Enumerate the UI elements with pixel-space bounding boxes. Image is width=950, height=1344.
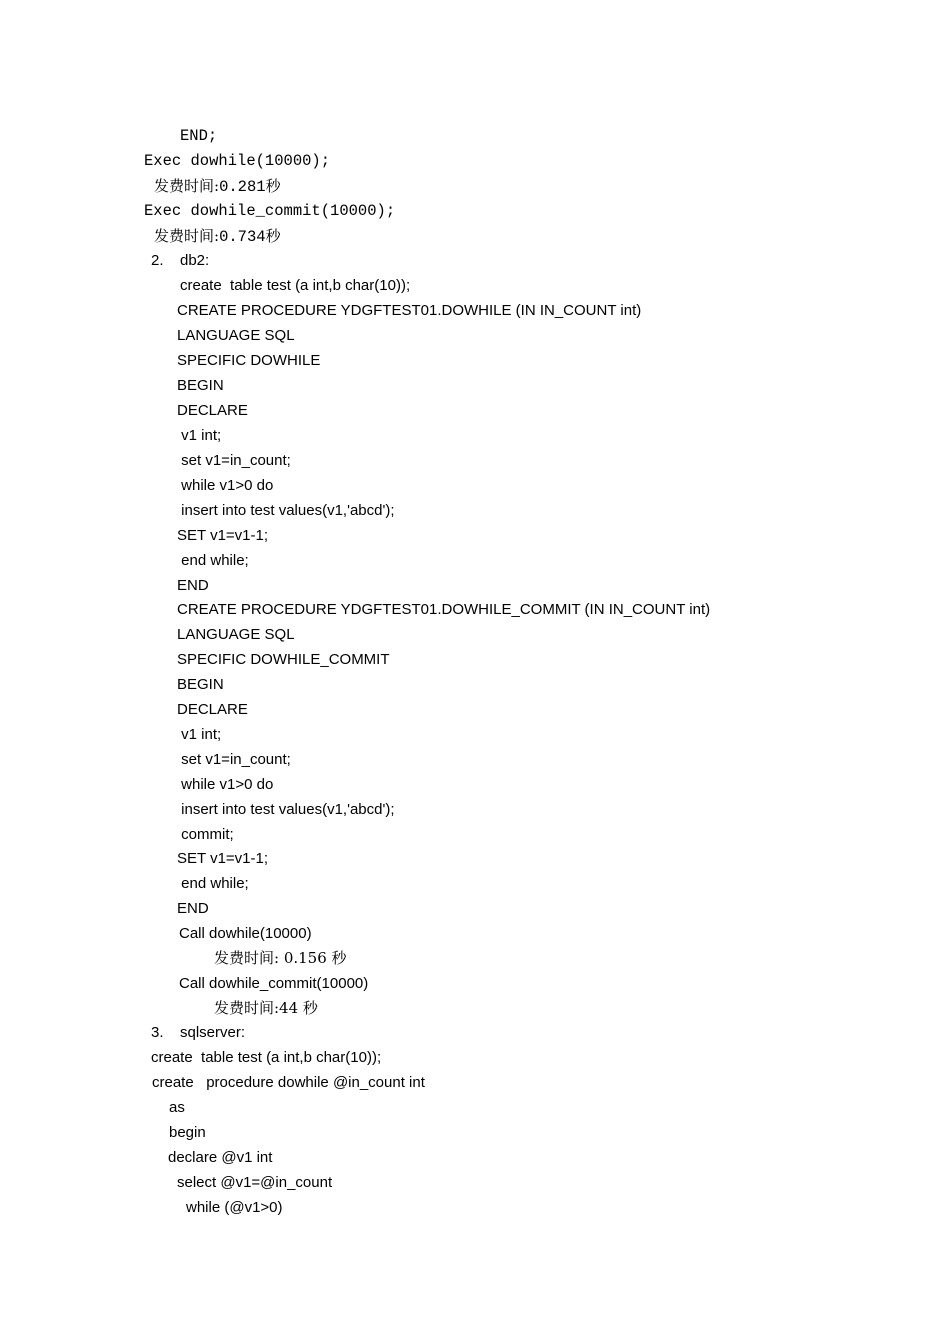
code-line: DECLARE [177, 402, 248, 419]
section-heading-db2 [151, 251, 209, 271]
heading-text: db2: [180, 252, 210, 269]
code-line: end while; [177, 552, 249, 569]
code-line: SET v1=v1-1; [177, 850, 269, 867]
code-line-call-dowhile-commit: Call dowhile_commit(10000) [179, 975, 369, 992]
code-line: SET v1=v1-1; [177, 527, 269, 544]
heading-text: sqlserver: [180, 1024, 246, 1041]
code-line: SPECIFIC DOWHILE [177, 352, 321, 369]
code-line-create-table: create table test (a int,b char(10)); [180, 277, 411, 294]
timing-line-dowhile-commit [154, 226, 281, 247]
timing-value: 0.281 [219, 178, 266, 196]
code-line: BEGIN [177, 676, 224, 693]
code-line-end: END; [180, 127, 218, 145]
code-line-exec-dowhile-commit: Exec dowhile_commit(10000); [144, 202, 396, 220]
code-line: end while; [177, 875, 249, 892]
code-line: declare @v1 int [168, 1149, 273, 1166]
timing-line-db2-dowhile-commit: 发费时间:44 秒 [214, 999, 318, 1017]
code-line: as [169, 1099, 185, 1116]
code-line: CREATE PROCEDURE YDGFTEST01.DOWHILE_COMMIT (IN IN_COUNT int) [177, 601, 711, 618]
timing-label: 发费时间: [154, 227, 220, 245]
code-line-exec-dowhile: Exec dowhile(10000); [144, 152, 331, 170]
timing-unit: 秒 [265, 227, 281, 245]
code-line: insert into test values(v1,'abcd'); [177, 801, 395, 818]
code-line: set v1=in_count; [177, 751, 291, 768]
code-line: while (@v1>0) [186, 1199, 283, 1216]
code-line: begin [169, 1124, 206, 1141]
code-line-call-dowhile: Call dowhile(10000) [179, 925, 312, 942]
list-number: 3. [151, 1024, 164, 1041]
code-line: set v1=in_count; [177, 452, 291, 469]
code-line: BEGIN [177, 377, 224, 394]
code-line: create procedure dowhile @in_count int [152, 1074, 425, 1091]
code-line: SPECIFIC DOWHILE_COMMIT [177, 651, 390, 668]
code-line: insert into test values(v1,'abcd'); [177, 502, 395, 519]
code-line: CREATE PROCEDURE YDGFTEST01.DOWHILE (IN IN_COUNT int) [177, 302, 642, 319]
timing-line-db2-dowhile: 发费时间: 0.156 秒 [214, 949, 347, 967]
timing-line-dowhile [154, 176, 281, 197]
timing-unit: 秒 [265, 177, 281, 195]
code-line: while v1>0 do [177, 776, 274, 793]
code-line: commit; [177, 826, 234, 843]
timing-value: 0.734 [219, 228, 266, 246]
code-line: LANGUAGE SQL [177, 327, 295, 344]
code-line: while v1>0 do [177, 477, 274, 494]
list-number: 2. [151, 252, 164, 269]
section-heading-sqlserver [151, 1023, 245, 1043]
code-line: DECLARE [177, 701, 248, 718]
code-line: create table test (a int,b char(10)); [151, 1049, 382, 1066]
code-line: v1 int; [177, 726, 222, 743]
code-line: LANGUAGE SQL [177, 626, 295, 643]
code-line: END [177, 900, 209, 917]
code-line: select @v1=@in_count [177, 1174, 333, 1191]
code-line: END [177, 577, 209, 594]
code-line: v1 int; [177, 427, 222, 444]
timing-label: 发费时间: [154, 177, 220, 195]
